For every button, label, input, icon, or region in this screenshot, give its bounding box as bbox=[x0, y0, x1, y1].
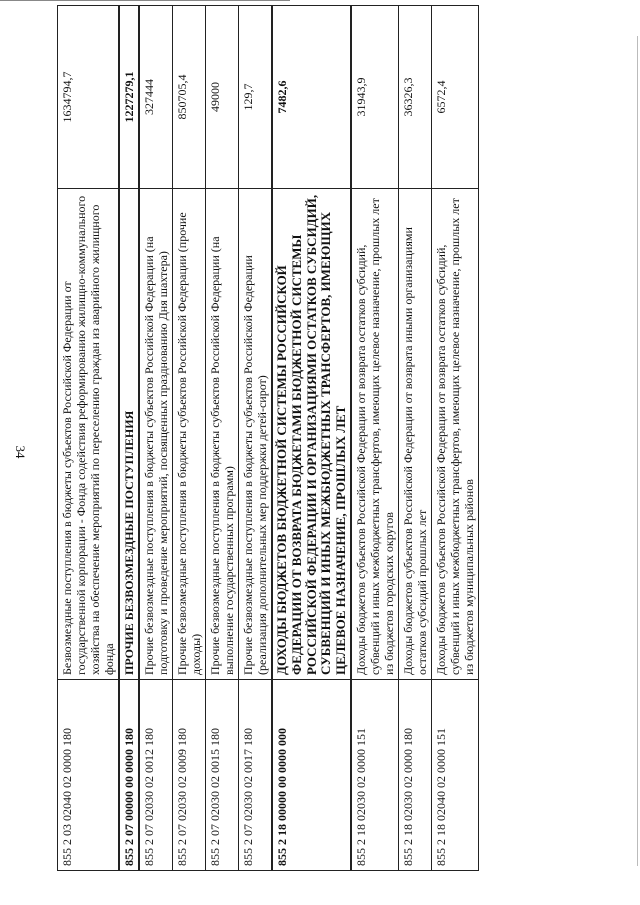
table-row bbox=[173, 6, 206, 871]
description-cell: Доходы бюджетов субъектов Российской Федерации от возврата иными организациями остатков субсидий прошлых лет bbox=[399, 189, 432, 680]
description-cell: Доходы бюджетов субъектов Российской Федерации от возврата остатков субсидий, субвенций и иных межбюджетных трансфертов, имеющих целевое назначение, прошлых лет из бюджетов городских округов bbox=[351, 189, 399, 680]
budget-income-table bbox=[57, 5, 479, 871]
table-row-section-total bbox=[272, 6, 351, 871]
amount-cell: 6572,4 bbox=[432, 6, 479, 189]
description-cell: Безвозмездные поступления в бюджеты субъектов Российской Федерации от государственной корпорации - Фонда содействия реформированию жилищно-коммунального хозяйства на обеспечение мероприятий по переселению граждан из аварийного жилищного фонда bbox=[58, 189, 120, 680]
table-row bbox=[351, 6, 399, 871]
amount-cell: 1634794,7 bbox=[58, 6, 120, 189]
description-cell: Прочие безвозмездные поступления в бюджеты субъектов Российской Федерации (на выполнение государственных программ) bbox=[206, 189, 239, 680]
rotated-table-wrapper bbox=[57, 33, 591, 871]
description-cell: ПРОЧИЕ БЕЗВОЗМЕЗДНЫЕ ПОСТУПЛЕНИЯ bbox=[119, 189, 139, 680]
table-row-section-total bbox=[119, 6, 139, 871]
amount-cell: 49000 bbox=[206, 6, 239, 189]
description-cell: Прочие безвозмездные поступления в бюджеты субъектов Российской Федерации (реализация дополнительных мер поддержки детей-сирот) bbox=[239, 189, 273, 680]
table-row bbox=[58, 6, 120, 871]
budget-code-cell: 855 2 18 02030 02 0000 151 bbox=[351, 680, 399, 871]
amount-cell: 850705,4 bbox=[173, 6, 206, 189]
description-cell: Доходы бюджетов субъектов Российской Федерации от возврата остатков субсидий, субвенций и иных межбюджетных трансфертов, имеющих целевое назначение, прошлых лет из бюджетов муниципальных районов bbox=[432, 189, 479, 680]
description-cell: Прочие безвозмездные поступления в бюджеты субъектов Российской Федерации (прочие доходы) bbox=[173, 189, 206, 680]
budget-code-cell: 855 2 07 02030 02 0017 180 bbox=[239, 680, 273, 871]
scan-edge-line bbox=[0, 0, 290, 1]
table-row bbox=[432, 6, 479, 871]
budget-code-cell: 855 2 07 00000 00 0000 180 bbox=[119, 680, 139, 871]
budget-code-cell: 855 2 18 00000 00 0000 000 bbox=[272, 680, 351, 871]
budget-code-cell: 855 2 18 02030 02 0000 180 bbox=[399, 680, 432, 871]
table-row bbox=[399, 6, 432, 871]
page-number: 34 bbox=[13, 445, 28, 459]
amount-cell: 1227279,1 bbox=[119, 6, 139, 189]
amount-cell: 7482,6 bbox=[272, 6, 351, 189]
description-cell: ДОХОДЫ БЮДЖЕТОВ БЮДЖЕТНОЙ СИСТЕМЫ РОССИЙСКОЙ ФЕДЕРАЦИИ ОТ ВОЗВРАТА БЮДЖЕТАМИ БЮДЖЕТНОЙ СИСТЕМЫ РОССИЙСКОЙ ФЕДЕРАЦИИ И ОРГАНИЗАЦИЯМИ ОСТАТКОВ СУБСИДИЙ, СУБВЕНЦИЙ И ИНЫХ МЕЖБЮДЖЕТНЫХ ТРАНСФЕРТОВ, ИМЕЮЩИХ ЦЕЛЕВОЕ НАЗНАЧЕНИЕ, ПРОШЛЫХ ЛЕТ bbox=[272, 189, 351, 680]
budget-code-cell: 855 2 07 02030 02 0009 180 bbox=[173, 680, 206, 871]
budget-code-cell: 855 2 03 02040 02 0000 180 bbox=[58, 680, 120, 871]
amount-cell: 129,7 bbox=[239, 6, 273, 189]
table-row bbox=[239, 6, 273, 871]
table-row bbox=[139, 6, 173, 871]
amount-cell: 36326,3 bbox=[399, 6, 432, 189]
budget-code-cell: 855 2 18 02040 02 0000 151 bbox=[432, 680, 479, 871]
table-row bbox=[206, 6, 239, 871]
scan-edge-line bbox=[637, 36, 638, 866]
budget-code-cell: 855 2 07 02030 02 0015 180 bbox=[206, 680, 239, 871]
amount-cell: 31943,9 bbox=[351, 6, 399, 189]
amount-cell: 327444 bbox=[139, 6, 173, 189]
description-cell: Прочие безвозмездные поступления в бюджеты субъектов Российской Федерации (на подготовку и проведение мероприятий, посвященных празднованию Дня шахтера) bbox=[139, 189, 173, 680]
budget-code-cell: 855 2 07 02030 02 0012 180 bbox=[139, 680, 173, 871]
